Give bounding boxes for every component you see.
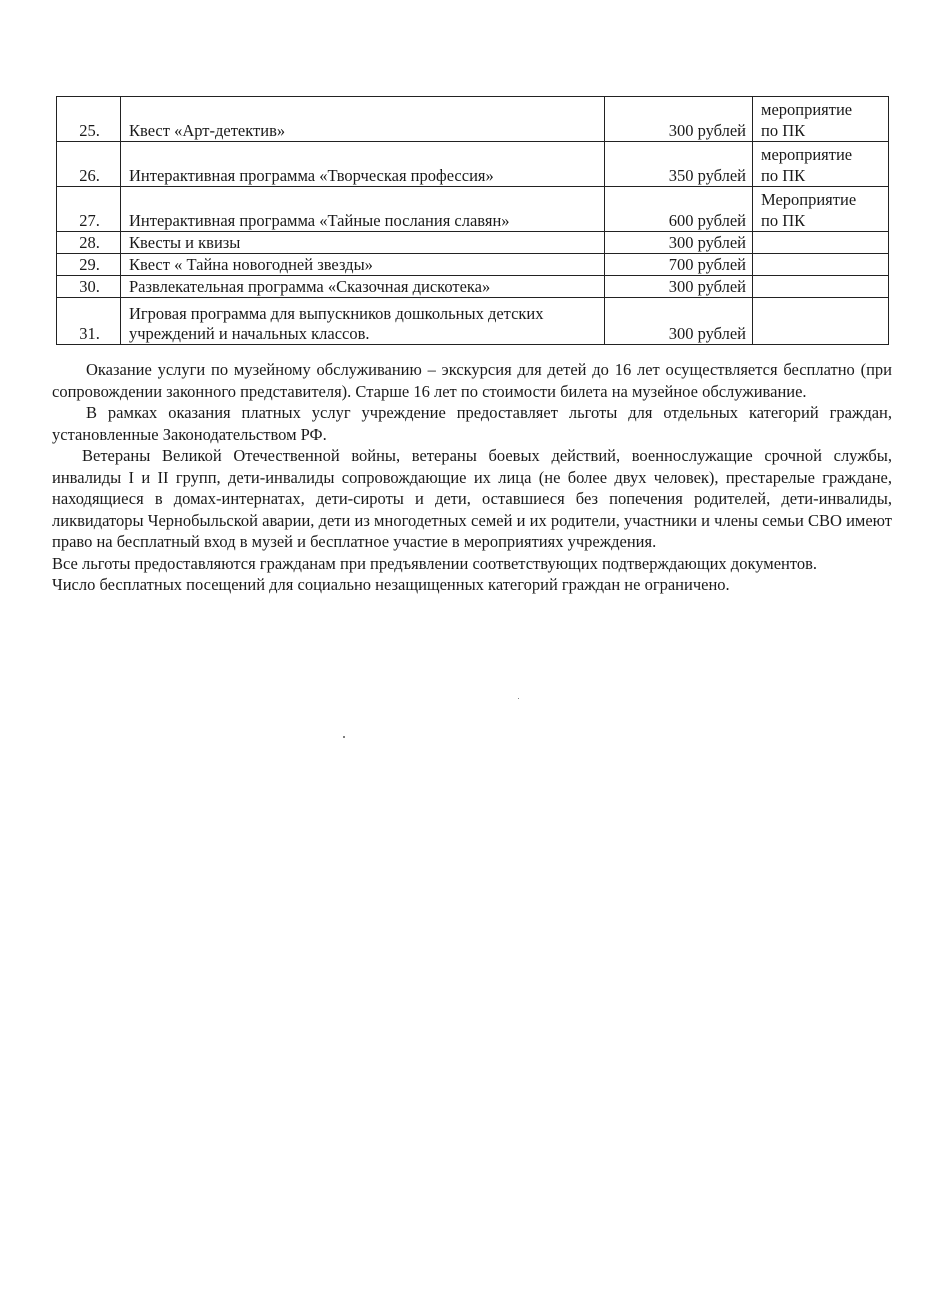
table-row xyxy=(57,97,889,142)
table-row xyxy=(57,298,889,345)
table-row xyxy=(57,276,889,298)
row-number: 27. xyxy=(57,187,121,232)
service-name: Интерактивная программа «Тайные послания славян» xyxy=(121,187,605,232)
service-note: Мероприятие по ПК xyxy=(753,187,889,232)
service-price: 300 рублей xyxy=(605,276,753,298)
body-text xyxy=(52,359,892,596)
row-number: 28. xyxy=(57,232,121,254)
row-number: 30. xyxy=(57,276,121,298)
paragraph-benefits-intro: В рамках оказания платных услуг учреждение предоставляет льготы для отдельных категорий граждан, установленные Законодательством РФ. xyxy=(52,403,892,444)
row-number: 29. xyxy=(57,254,121,276)
service-price: 300 рублей xyxy=(605,232,753,254)
service-note: мероприятие по ПК xyxy=(753,142,889,187)
table-row xyxy=(57,254,889,276)
paragraph-documents: Все льготы предоставляются гражданам при предъявлении соответствующих подтверждающих документов. xyxy=(52,553,818,573)
service-name: Квест «Арт-детектив» xyxy=(121,97,605,142)
paragraph-museum-service: Оказание услуги по музейному обслуживанию – экскурсия для детей до 16 лет осуществляется бесплатно (при сопровождении законного представителя). Старше 16 лет по стоимости билета на музейное обслуживание. xyxy=(52,360,892,401)
service-name: Игровая программа для выпускников дошкольных детских учреждений и начальных классов. xyxy=(121,298,605,345)
scan-speck xyxy=(343,736,345,738)
service-price: 600 рублей xyxy=(605,187,753,232)
service-note xyxy=(753,276,889,298)
service-name: Интерактивная программа «Творческая профессия» xyxy=(121,142,605,187)
row-number: 26. xyxy=(57,142,121,187)
service-note xyxy=(753,232,889,254)
paragraph-visits-unlimited: Число бесплатных посещений для социально незащищенных категорий граждан не ограничено. xyxy=(52,575,730,594)
service-name: Квест « Тайна новогодней звезды» xyxy=(121,254,605,276)
service-note xyxy=(753,254,889,276)
scan-speck xyxy=(518,698,519,699)
service-price: 300 рублей xyxy=(605,97,753,142)
table-row xyxy=(57,187,889,232)
paragraph-eligible-categories: Ветераны Великой Отечественной войны, ветераны боевых действий, военнослужащие срочной службы, инвалиды I и II групп, дети-инвалиды сопровождающие их лица (не более двух человек), престарелые граждане, находящиеся в домах-интернатах, дети-сироты и дети, оставшиеся без попечения родителей, дети-инвалиды, ликвидаторы Чернобыльской аварии, дети из многодетных семей и их родители, участники и члены семьи СВО имеют право на бесплатный вход в музей и бесплатное участие в мероприятиях учреждения. xyxy=(52,446,892,551)
row-number: 25. xyxy=(57,97,121,142)
service-name: Квесты и квизы xyxy=(121,232,605,254)
service-name: Развлекательная программа «Сказочная дискотека» xyxy=(121,276,605,298)
service-note: мероприятие по ПК xyxy=(753,97,889,142)
row-number: 31. xyxy=(57,298,121,345)
service-note xyxy=(753,298,889,345)
services-price-table xyxy=(56,96,889,345)
table-row xyxy=(57,142,889,187)
table-row xyxy=(57,232,889,254)
service-price: 350 рублей xyxy=(605,142,753,187)
service-price: 700 рублей xyxy=(605,254,753,276)
service-price: 300 рублей xyxy=(605,298,753,345)
